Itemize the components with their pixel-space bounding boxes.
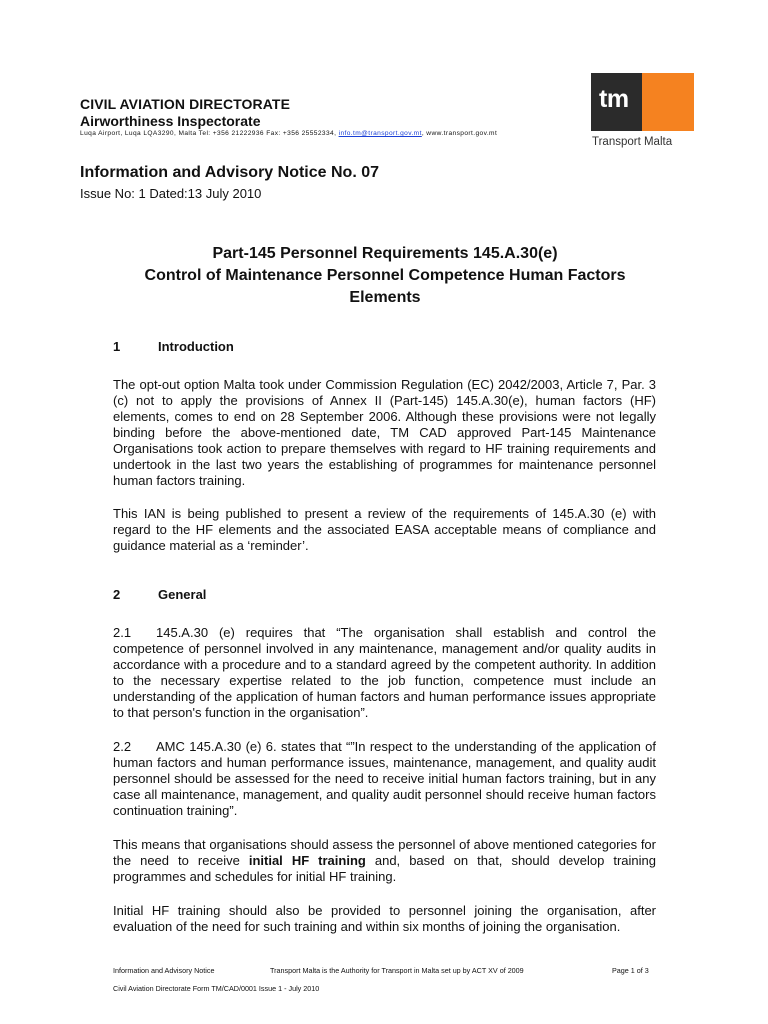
section-1-paragraph-1: The opt-out option Malta took under Commission Regulation (EC) 2042/2003, Article 7, Par. 3 (c) not to apply the provisions of Annex II (Part-145) 145.A.30(e), human factors (HF) elements, comes to end on 28 September 2006. Although these provisions were not legally binding before the above-mentioned date, TM CAD approved Part-145 Maintenance Organisations took action to prepare themselves with regard to HF training requirements and undertook in the last two years the establishing of programmes for maintenance personnel human factors training. bbox=[113, 377, 656, 488]
paragraph-2-1-text: 145.A.30 (e) requires that “The organisation shall establish and control the competence of personnel involved in any maintenance, management and/or quality audits in accordance with a procedure and to a standard agreed by the competent authority. In addition to the necessary expertise related to the job function, competence must include an understanding of the application of human factors and human performance issues appropriate to that person's function in the organisation”. bbox=[113, 625, 656, 720]
notice-title: Information and Advisory Notice No. 07 bbox=[80, 164, 380, 181]
footer-form-reference: Civil Aviation Directorate Form TM/CAD/0001 Issue 1 - July 2010 bbox=[113, 984, 320, 993]
section-1-title: Introduction bbox=[158, 339, 234, 354]
contact-website: , www.transport.gov.mt bbox=[421, 130, 498, 137]
paragraph-3-text-end: and, based on that, should develop training programmes and schedules for initial HF training. bbox=[113, 853, 656, 884]
section-2-paragraph-3 bbox=[113, 837, 656, 885]
section-1-paragraph-2: This IAN is being published to present a review of the requirements of 145.A.30 (e) with regard to the HF elements and the associated EASA acceptable means of compliance and guidance material as a ‘reminder’. bbox=[113, 506, 656, 553]
section-2-title: General bbox=[158, 587, 207, 602]
logo-orange-block bbox=[642, 73, 694, 131]
notice-issue-date: Issue No: 1 Dated:13 July 2010 bbox=[80, 186, 262, 201]
paragraph-2-2-number: 2.2 bbox=[113, 739, 132, 754]
organisation-name: CIVIL AVIATION DIRECTORATE bbox=[80, 96, 291, 112]
initial-hf-training-emphasis: initial HF training bbox=[248, 853, 366, 868]
section-2-paragraph-4: Initial HF training should also be provided to personnel joining the organisation, after evaluation of the need for such training and within six months of joining the organisation. bbox=[113, 903, 656, 934]
section-1-number: 1 bbox=[113, 339, 121, 354]
paragraph-3-text-start: This means that organisations should assess the personnel of above mentioned categories for the need to receive bbox=[113, 837, 656, 868]
contact-email-link[interactable]: info.tm@transport.gov.mt bbox=[338, 130, 422, 137]
section-2-number: 2 bbox=[113, 587, 121, 602]
contact-line bbox=[80, 130, 497, 137]
footer-authority-statement: Transport Malta is the Authority for Transport in Malta set up by ACT XV of 2009 bbox=[270, 966, 524, 975]
contact-address: Luqa Airport, Luqa LQA3290, Malta Tel: +356 21222936 Fax: +356 25552334, bbox=[80, 130, 339, 137]
paragraph-2-1-number: 2.1 bbox=[113, 625, 132, 640]
paragraph-2-2 bbox=[113, 739, 656, 819]
document-title-line-1: Part-145 Personnel Requirements 145.A.30(e) bbox=[212, 245, 558, 262]
paragraph-2-1 bbox=[113, 625, 656, 721]
department-name: Airworthiness Inspectorate bbox=[80, 113, 261, 129]
transport-malta-logo bbox=[591, 73, 694, 131]
document-title-line-3: Elements bbox=[349, 289, 421, 306]
footer-page-number: Page 1 of 3 bbox=[612, 966, 649, 975]
paragraph-2-2-text: AMC 145.A.30 (e) 6. states that “”In respect to the understanding of the application of human factors and human performance issues, maintenance, management, and quality audit personnel should be assessed for the need to receive initial human factors training, but in any case all maintenance, management, and quality audit personnel should receive human factors continuation training”. bbox=[113, 739, 656, 818]
footer-notice-label: Information and Advisory Notice bbox=[113, 966, 215, 975]
logo-tm-text: tm bbox=[599, 85, 629, 113]
document-title-line-2: Control of Maintenance Personnel Competence Human Factors bbox=[144, 267, 626, 284]
logo-caption: Transport Malta bbox=[592, 136, 673, 148]
